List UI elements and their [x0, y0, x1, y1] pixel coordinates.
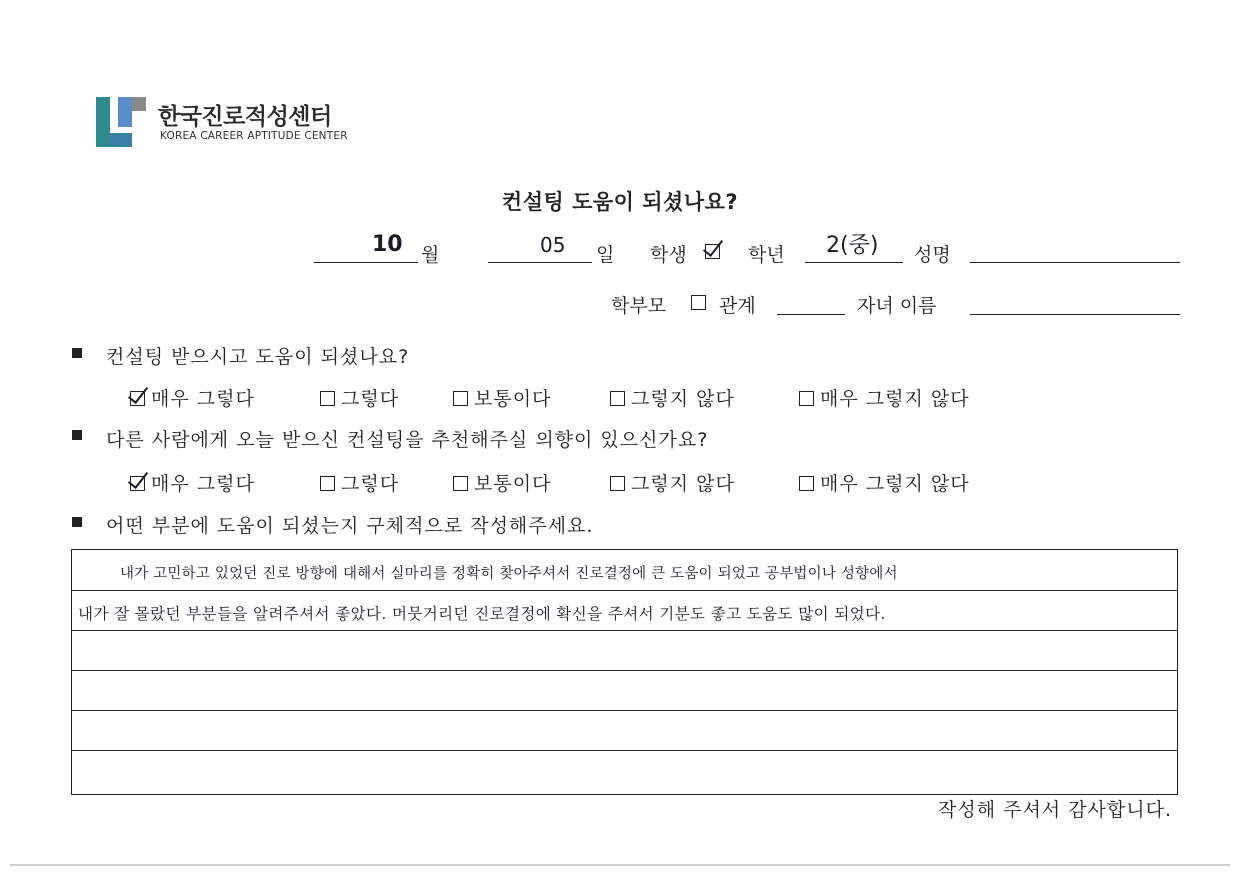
grade-value: 2(중) — [826, 233, 879, 258]
q2-option-neutral[interactable]: 보통이다 — [453, 469, 551, 496]
day-value: 05 — [540, 233, 566, 257]
q2-option-very-agree[interactable]: 매우 그렇다 — [130, 469, 255, 496]
child-name-field[interactable] — [970, 314, 1180, 315]
q1-option-very-agree[interactable]: 매우 그렇다 — [130, 384, 255, 411]
parent-checkbox[interactable] — [691, 294, 712, 313]
student-label: 학생 — [650, 244, 687, 266]
form-title: 컨설팅 도움이 되셨나요? — [501, 190, 739, 214]
student-checkbox[interactable] — [705, 243, 726, 262]
logo-icon — [96, 97, 146, 147]
relation-label: 관계 — [719, 295, 756, 317]
month-label: 월 — [421, 244, 440, 266]
answer-line-1: 내가 고민하고 있었던 진로 방향에 대해서 실마리를 정확히 찾아주셔서 진로결정에 큰 도움이 되었고 공부법이나 성향에서 — [120, 566, 898, 582]
q1-option-agree[interactable]: 그렇다 — [320, 384, 399, 411]
q1-option-disagree[interactable]: 그렇지 않다 — [610, 384, 735, 411]
thanks-text: 작성해 주셔서 감사합니다. — [937, 799, 1172, 821]
page-bottom-edge — [10, 864, 1230, 866]
answer-textarea[interactable] — [71, 549, 1178, 795]
bullet-icon — [72, 348, 82, 358]
answer-line-2: 내가 잘 몰랐던 부분들을 알려주셔서 좋았다. 머뭇거리던 진로결정에 확신을 주셔서 기분도 좋고 도움도 많이 되었다. — [78, 605, 886, 623]
logo-korean-text: 한국진로적성센터 — [158, 104, 332, 130]
q2-option-very-disagree[interactable]: 매우 그렇지 않다 — [799, 469, 970, 496]
name-field[interactable] — [970, 262, 1180, 263]
bullet-icon — [72, 517, 82, 527]
logo-english-text: KOREA CAREER APTITUDE CENTER — [160, 130, 348, 142]
q2-option-agree[interactable]: 그렇다 — [320, 469, 399, 496]
question-3: 어떤 부분에 도움이 되셨는지 구체적으로 작성해주세요. — [106, 515, 594, 537]
q1-option-very-disagree[interactable]: 매우 그렇지 않다 — [799, 384, 970, 411]
day-field[interactable] — [488, 262, 592, 263]
relation-field[interactable] — [777, 314, 845, 315]
q1-option-neutral[interactable]: 보통이다 — [453, 384, 551, 411]
q2-option-disagree[interactable]: 그렇지 않다 — [610, 469, 735, 496]
question-1: 컨설팅 받으시고 도움이 되셨나요? — [106, 346, 410, 368]
parent-label: 학부모 — [611, 295, 667, 317]
day-label: 일 — [596, 244, 615, 266]
month-value: 10 — [372, 232, 403, 257]
question-2: 다른 사람에게 오늘 받으신 컨설팅을 추천해주실 의향이 있으신가요? — [106, 429, 709, 451]
child-name-label: 자녀 이름 — [857, 295, 937, 317]
month-field[interactable] — [314, 262, 418, 263]
grade-label: 학년 — [748, 244, 785, 266]
bullet-icon — [72, 430, 82, 440]
grade-field[interactable] — [805, 262, 903, 263]
name-label: 성명 — [914, 244, 951, 266]
